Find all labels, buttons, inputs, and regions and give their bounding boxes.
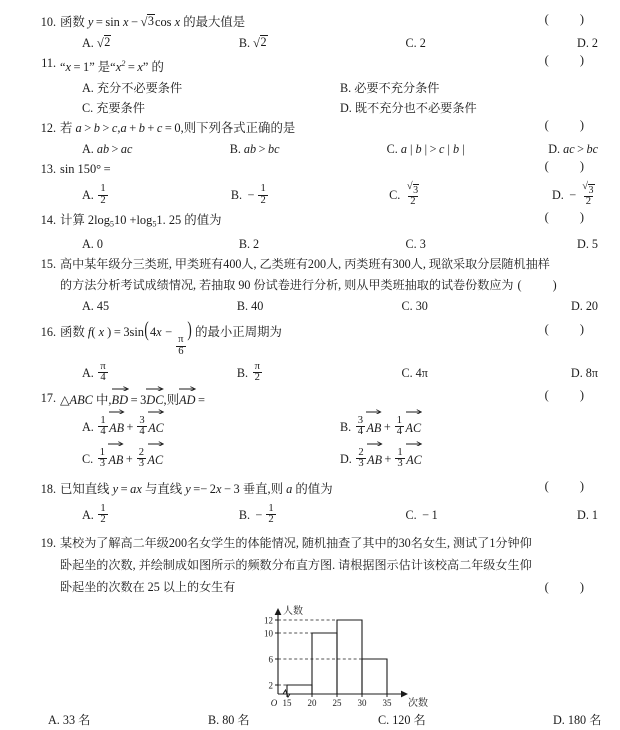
question-19-options	[0, 710, 620, 730]
question-18-number: 18.	[40, 481, 56, 496]
bar-15-20	[287, 685, 312, 694]
option-c[interactable]: C. 充要条件	[82, 101, 145, 116]
histogram-bars	[287, 620, 387, 694]
frequency-histogram-figure	[0, 600, 620, 708]
option-d[interactable]: D. 1	[577, 507, 598, 522]
option-b[interactable]: B. $\frac{\pi}{2}$	[236, 360, 260, 384]
option-b[interactable]: B. 40	[236, 299, 264, 314]
option-a[interactable]: A. $\frac{\pi}{4}$	[82, 360, 106, 384]
xtick-20: 20	[307, 697, 317, 708]
option-b[interactable]: B. − $\frac{1}{2}$	[238, 502, 274, 526]
question-19-stem-line2	[34, 554, 598, 576]
question-19-stem-text-2: 卧起坐的次数, 并绘制成如图所示的频数分布直方图. 请根据图示估计该校高二年级女生仰	[60, 557, 532, 572]
option-a[interactable]: A. √ 2	[82, 34, 111, 50]
option-d[interactable]: D. 20	[570, 299, 598, 314]
question-11-stem-text: “x = 1” 是“$x^2 = x$” 的	[60, 59, 164, 75]
question-15-stem-line1	[34, 254, 598, 275]
question-10-stem-text: 函数 y = sin x − √ 3 cos x 的最大值是	[60, 12, 598, 33]
question-17-options-row1	[34, 411, 598, 443]
question-18	[0, 479, 620, 530]
bar-20-25	[312, 633, 337, 694]
option-c[interactable]: C. 4π	[401, 365, 428, 380]
option-d[interactable]: D. 既不充分也不必要条件	[340, 101, 477, 116]
x-axis-label: 次数	[408, 697, 428, 708]
bar-25-30	[337, 620, 362, 694]
question-11-answer-bracket[interactable]: ( )	[544, 53, 598, 67]
question-14-answer-bracket[interactable]: ( )	[544, 210, 598, 225]
option-c[interactable]: C. √ 3 2	[389, 181, 419, 208]
sqrt3-radical: √ 3	[140, 13, 154, 29]
option-d[interactable]: D. 8π	[570, 365, 598, 380]
question-16-number: 16.	[40, 325, 56, 340]
question-17-answer-bracket[interactable]: ( )	[544, 387, 598, 402]
question-19-stem-line1	[34, 532, 598, 554]
question-17-options-row2	[34, 443, 598, 475]
question-17-stem-text: △ABC 中, BD = 3 DC,则 AD =	[60, 388, 598, 411]
question-15-answer-bracket[interactable]: ( )	[517, 278, 571, 293]
question-10-stem	[34, 12, 598, 33]
origin-label: O	[270, 697, 278, 708]
question-15-number: 15.	[40, 257, 56, 272]
question-15-stem-text-2: 的方法分析考试成绩情况, 若抽取 90 份试卷进行分析, 则从甲类班抽取的试卷份数应为 ( )	[60, 278, 571, 293]
question-11	[0, 53, 620, 118]
question-11-number: 11.	[41, 56, 56, 70]
question-14-number: 14.	[40, 213, 56, 228]
question-18-options	[34, 500, 598, 530]
question-19-stem-line3	[34, 576, 598, 598]
question-13-answer-bracket[interactable]: ( )	[544, 159, 598, 174]
option-a[interactable]: A. $\frac{1}{2}$	[82, 502, 106, 526]
option-c[interactable]: C. a | b | > c | b |	[386, 142, 465, 157]
ytick-10: 10	[264, 628, 273, 639]
question-18-stem-text: 已知直线 y = ax 与直线 y =− 2x − 3 垂直,则 a 的值为	[60, 481, 333, 496]
question-14-stem-text: 计算 $2\log_510 +\log_51$. 25 的值为	[60, 213, 222, 229]
option-a[interactable]: A. $\frac{1}{4}$ AB + $\frac{3}{4}$ AC	[82, 411, 340, 443]
question-16	[0, 319, 620, 388]
vector-ad: AD	[179, 388, 196, 411]
option-d[interactable]: D. ac > bc	[548, 142, 598, 157]
question-15-stem-line2	[34, 275, 598, 296]
question-13-options	[34, 180, 598, 210]
question-12-answer-bracket[interactable]: ( )	[544, 118, 598, 133]
question-13-stem-text: sin 150° =	[60, 162, 111, 177]
question-18-stem	[34, 479, 598, 500]
frequency-histogram	[252, 600, 432, 708]
option-b[interactable]: B. 2	[238, 237, 260, 252]
question-13	[0, 159, 620, 210]
question-14-options	[34, 234, 598, 254]
question-10-options	[34, 33, 598, 53]
xtick-15: 15	[282, 697, 292, 708]
option-a[interactable]: A. 0	[82, 237, 103, 252]
option-c[interactable]: C. 30	[401, 299, 428, 314]
question-11-options-row2	[34, 98, 598, 118]
vector-dc: DC	[146, 388, 163, 411]
question-15-stem-text-1: 高中某年级分三类班, 甲类班有400人, 乙类班有200人, 丙类班有300人, 现欲采取分层随机抽样	[60, 257, 550, 272]
question-14	[0, 210, 620, 254]
question-12-stem	[34, 118, 598, 139]
option-b[interactable]: B. ab > bc	[229, 142, 280, 157]
question-12-stem-text: 若 a > b > c,a + b + c = 0,则下列各式正确的是	[60, 121, 296, 136]
question-13-stem	[34, 159, 598, 180]
y-axis-label: 人数	[283, 605, 303, 617]
question-17-number: 17.	[40, 390, 56, 405]
bar-30-35	[362, 659, 387, 694]
xtick-25: 25	[332, 697, 342, 708]
question-19-stem-text-3: 卧起坐的次数在 25 以上的女生有	[60, 579, 236, 594]
option-a[interactable]: A. 45	[82, 299, 110, 314]
question-10-answer-bracket[interactable]: ( )	[544, 12, 598, 26]
x-axis	[278, 691, 408, 698]
option-d[interactable]: D. − √ 3 2	[552, 181, 594, 208]
y-axis	[275, 608, 282, 694]
option-d[interactable]: D. 5	[577, 237, 598, 252]
vector-bd: BD	[112, 388, 129, 411]
question-12-options	[34, 139, 598, 159]
option-c[interactable]: C. − 1	[405, 507, 438, 522]
question-10	[0, 12, 620, 53]
question-19-answer-bracket[interactable]: ( )	[544, 579, 598, 594]
question-17	[0, 388, 620, 475]
question-17-stem	[34, 388, 598, 411]
option-d[interactable]: D. 2	[577, 36, 598, 50]
option-a[interactable]: A. 充分不必要条件	[82, 81, 183, 96]
ytick-12: 12	[264, 615, 273, 626]
guide-lines	[278, 620, 387, 685]
option-d[interactable]: D. $\frac{2}{3}$ AB + $\frac{1}{3}$ AC	[340, 443, 598, 475]
xtick-30: 30	[357, 697, 367, 708]
option-b[interactable]: B. − $\frac{1}{2}$	[230, 182, 266, 206]
ytick-2: 2	[268, 680, 273, 691]
question-16-answer-bracket[interactable]: ( )	[544, 322, 598, 337]
question-11-stem	[34, 53, 598, 78]
question-18-answer-bracket[interactable]: ( )	[544, 478, 598, 493]
option-c[interactable]: C. 120 名	[378, 712, 426, 727]
ytick-6: 6	[268, 654, 273, 665]
option-b[interactable]: B. 80 名	[208, 712, 250, 727]
question-19	[0, 532, 620, 598]
option-c[interactable]: C. 2	[405, 36, 426, 50]
option-d[interactable]: D. 180 名	[553, 712, 602, 727]
option-b[interactable]: B. √ 2	[238, 34, 267, 50]
xtick-35: 35	[382, 697, 392, 708]
question-11-options-row1	[34, 78, 598, 98]
option-a[interactable]: A. ab > ac	[82, 142, 133, 157]
question-12-number: 12.	[40, 121, 56, 136]
question-16-options	[34, 358, 598, 388]
question-14-stem	[34, 210, 598, 234]
option-b[interactable]: B. 必要不充分条件	[340, 81, 440, 96]
histogram-svg	[252, 600, 432, 708]
question-19-stem-text-1: 某校为了解高二年级200名女学生的体能情况, 随机抽查了其中的30名女生, 测试了1分钟仰	[60, 535, 532, 550]
question-16-stem-text: 函数 f( x ) = 3sin(4x − $\frac{\pi}{6}$ ) 的最小正周期为	[60, 317, 282, 358]
option-c[interactable]: C. $\frac{1}{3}$ AB + $\frac{2}{3}$ AC	[82, 443, 340, 475]
option-a[interactable]: A. $\frac{1}{2}$	[82, 182, 106, 206]
option-b[interactable]: B. $\frac{3}{4}$ AB + $\frac{1}{4}$ AC	[340, 411, 598, 443]
option-a[interactable]: A. 33 名	[48, 712, 91, 727]
question-16-stem	[34, 319, 598, 358]
option-c[interactable]: C. 3	[405, 237, 426, 252]
question-13-number: 13.	[40, 162, 56, 177]
question-15	[0, 254, 620, 316]
question-15-options	[34, 296, 598, 316]
question-19-number: 19.	[40, 535, 56, 550]
question-12	[0, 118, 620, 159]
question-10-number: 10.	[40, 15, 56, 29]
